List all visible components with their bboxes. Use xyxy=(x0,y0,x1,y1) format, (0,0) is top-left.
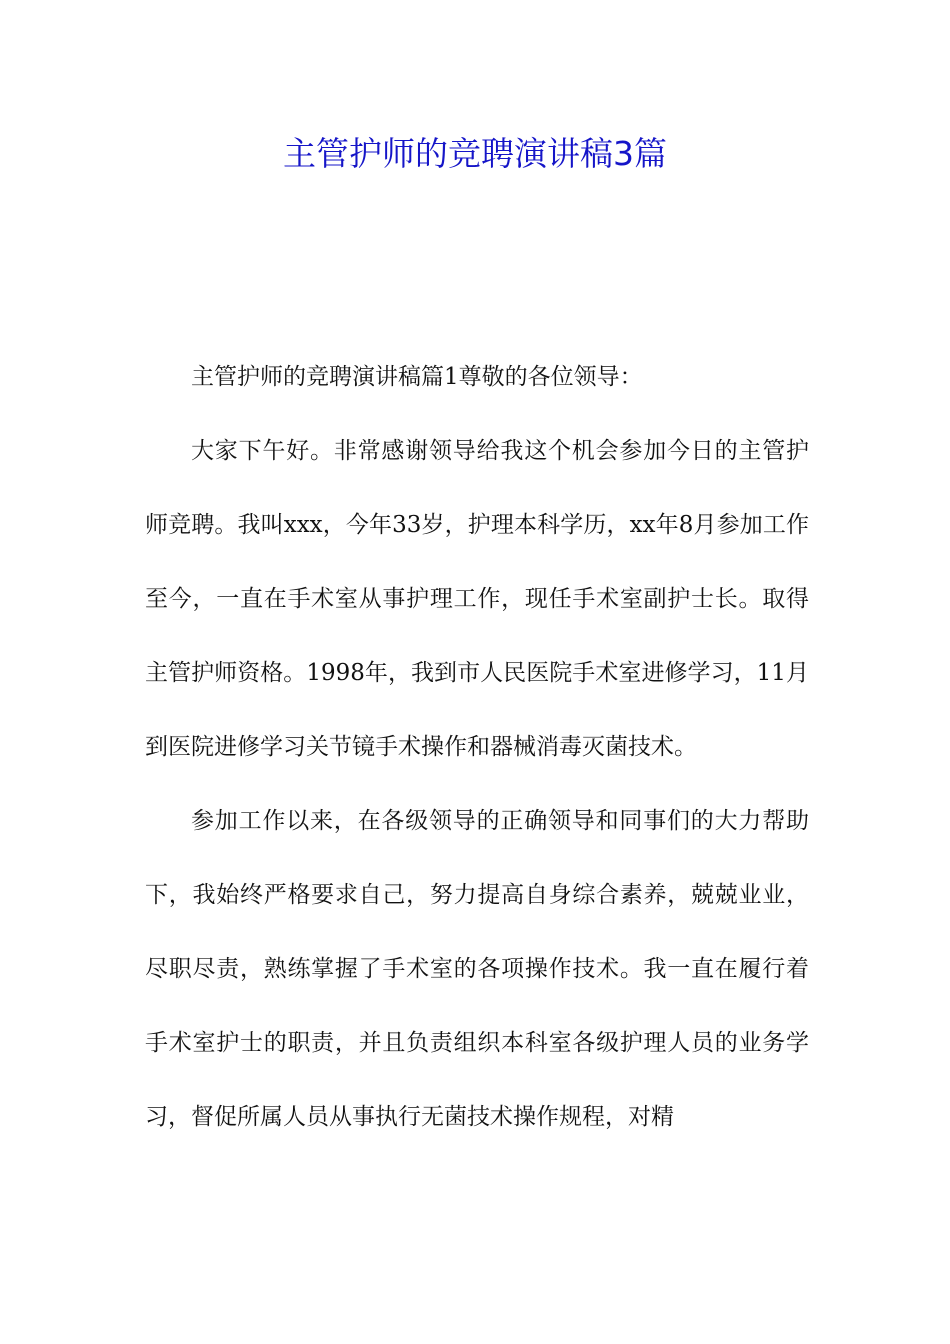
paragraph-2: 大家下午好。非常感谢领导给我这个机会参加今日的主管护师竞聘。我叫xxx，今年33岁，护理本科学历，xx年8月参加工作至今，一直在手术室从事护理工作，现任手术室副护士长。取得主管护师资格。1998年，我到市人民医院手术室进修学习，11月到医院进修学习关节镜手术操作和器械消毒灭菌技术。 xyxy=(145,438,809,760)
paragraph-1: 主管护师的竞聘演讲稿篇1尊敬的各位领导： xyxy=(191,364,643,390)
document-body xyxy=(145,340,809,1154)
document-title: 主管护师的竞聘演讲稿3篇 xyxy=(283,134,667,173)
paragraph-3: 参加工作以来，在各级领导的正确领导和同事们的大力帮助下，我始终严格要求自己，努力提高自身综合素养，兢兢业业，尽职尽责，熟练掌握了手术室的各项操作技术。我一直在履行着手术室护士的职责，并且负责组织本科室各级护理人员的业务学习，督促所属人员从事执行无菌技术操作规程，对精 xyxy=(145,808,809,1130)
